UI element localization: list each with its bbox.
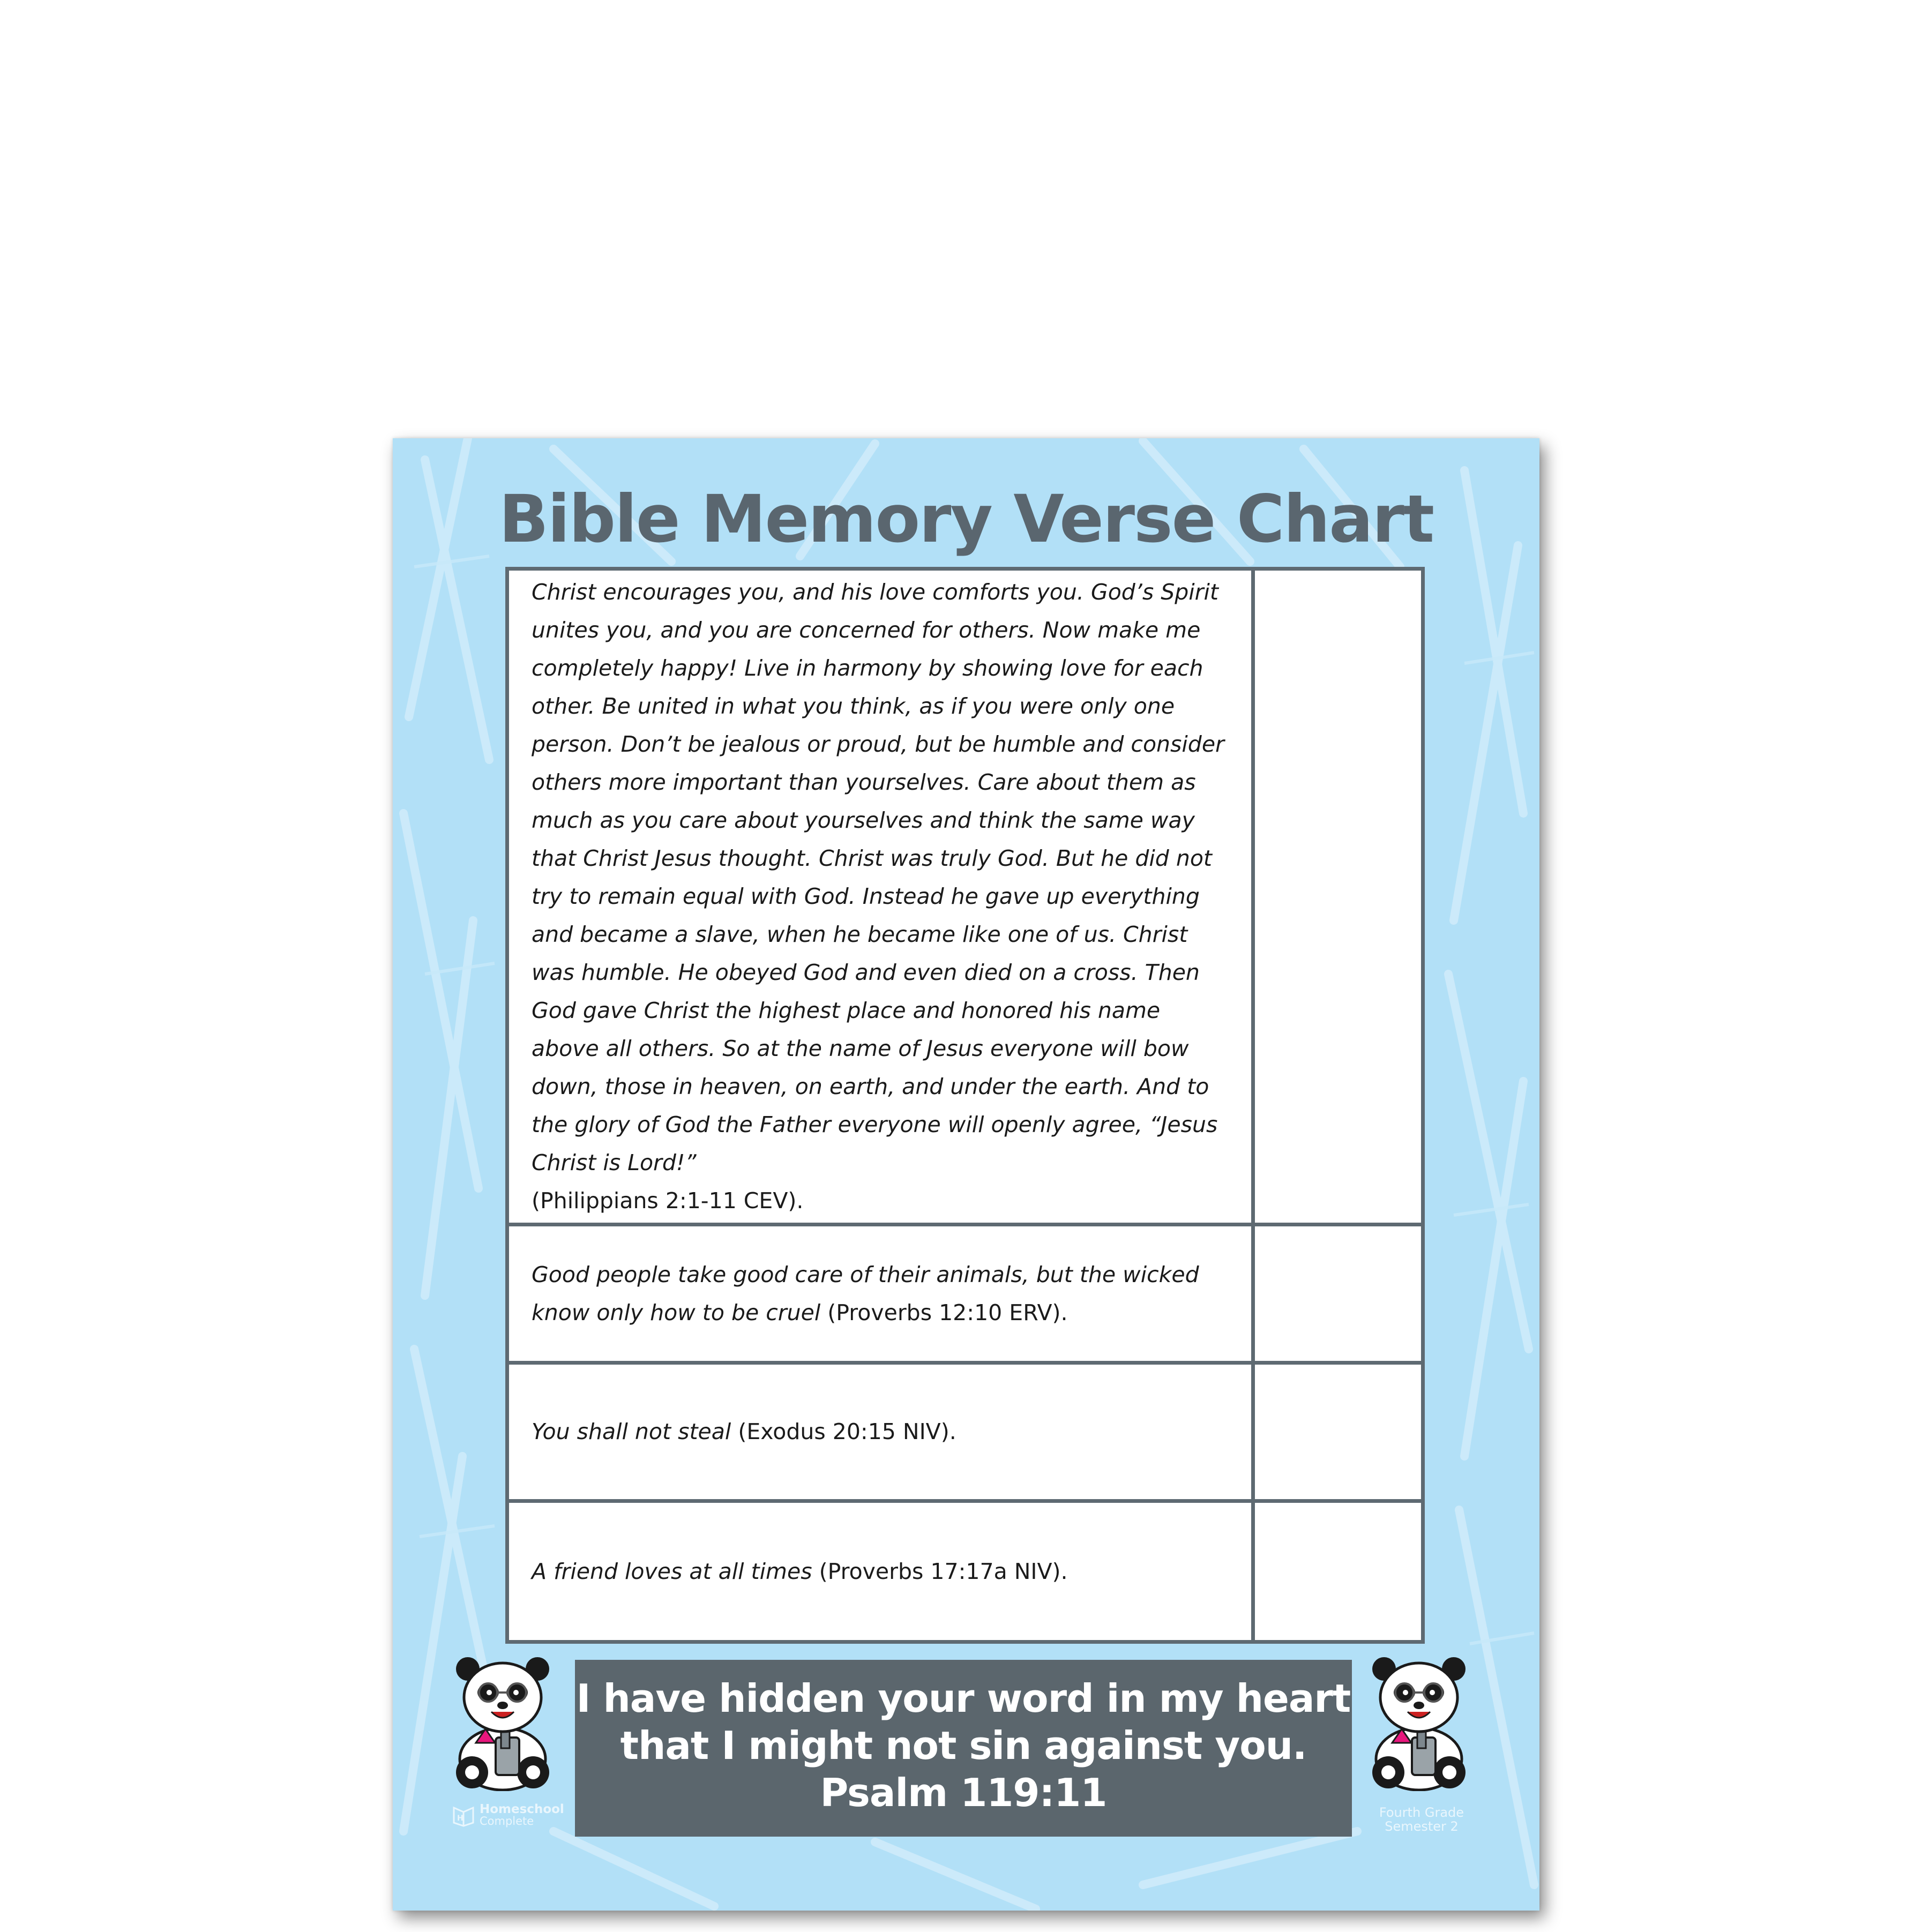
homeschool-complete-logo-icon xyxy=(452,1803,475,1827)
verse-text: You shall not steal xyxy=(532,1419,731,1444)
checkoff-box[interactable] xyxy=(1255,1365,1421,1503)
page-title: Bible Memory Verse Chart xyxy=(498,481,1434,557)
verse-reference: (Exodus 20:15 NIV). xyxy=(738,1419,956,1444)
verse-cell xyxy=(509,571,1255,1226)
verse-cell xyxy=(509,1503,1255,1640)
verse-cell xyxy=(509,1226,1255,1365)
verse-reference: (Proverbs 12:10 ERV). xyxy=(827,1299,1068,1326)
panda-scientist-icon xyxy=(446,1652,559,1791)
brand-subname: Complete xyxy=(480,1815,534,1828)
brand-logo xyxy=(452,1803,564,1827)
banner-line-1: I have hidden your word in my heart xyxy=(576,1676,1351,1721)
verse-chart-table xyxy=(505,567,1425,1644)
brand-name: Homeschool xyxy=(480,1802,564,1816)
banner-reference: Psalm 119:11 xyxy=(820,1770,1107,1815)
panda-scientist-icon xyxy=(1363,1652,1475,1791)
verse-text: Good people take good care of their animals, but the wicked know only how to be cruel xyxy=(532,1261,1199,1326)
theme-verse-banner xyxy=(575,1660,1352,1837)
checkoff-box[interactable] xyxy=(1255,1226,1421,1365)
verse-text: A friend loves at all times xyxy=(532,1558,812,1584)
banner-line-2: that I might not sin against you. xyxy=(620,1723,1307,1768)
verse-reference: (Proverbs 17:17a NIV). xyxy=(819,1558,1068,1584)
verse-reference: (Philippians 2:1-11 CEV). xyxy=(532,1188,804,1214)
svg-text:H: H xyxy=(457,1814,463,1823)
verse-cell xyxy=(509,1365,1255,1503)
checkoff-box[interactable] xyxy=(1255,571,1421,1226)
worksheet-page xyxy=(393,438,1539,1911)
grade-label xyxy=(1368,1806,1475,1833)
verse-text: Christ encourages you, and his love comforts you. God’s Spirit unites you, and you are concerned for others. Now make me completely happy! Live in harmony by showing love for each other. Be united in what you think, as if you were only one person. Don’t be jealous or proud, but be humble and consider others more important than yourselves. Care about them as much as you care about yourselves and think the same way that Christ Jesus thought. Christ was truly God. But he did not try to remain equal with God. Instead he gave up everything and became a slave, when he became like one of us. Christ was humble. He obeyed God and even died on a cross. Then God gave Christ the highest place and honored his name above all others. So at the name of Jesus everyone will bow down, those in heaven, on earth, and under the earth. And to the glory of God the Father everyone will openly agree, “Jesus Christ is Lord!” xyxy=(532,579,1224,1175)
checkoff-box[interactable] xyxy=(1255,1503,1421,1640)
semester-line: Semester 2 xyxy=(1385,1819,1459,1834)
grade-line: Fourth Grade xyxy=(1379,1805,1464,1820)
